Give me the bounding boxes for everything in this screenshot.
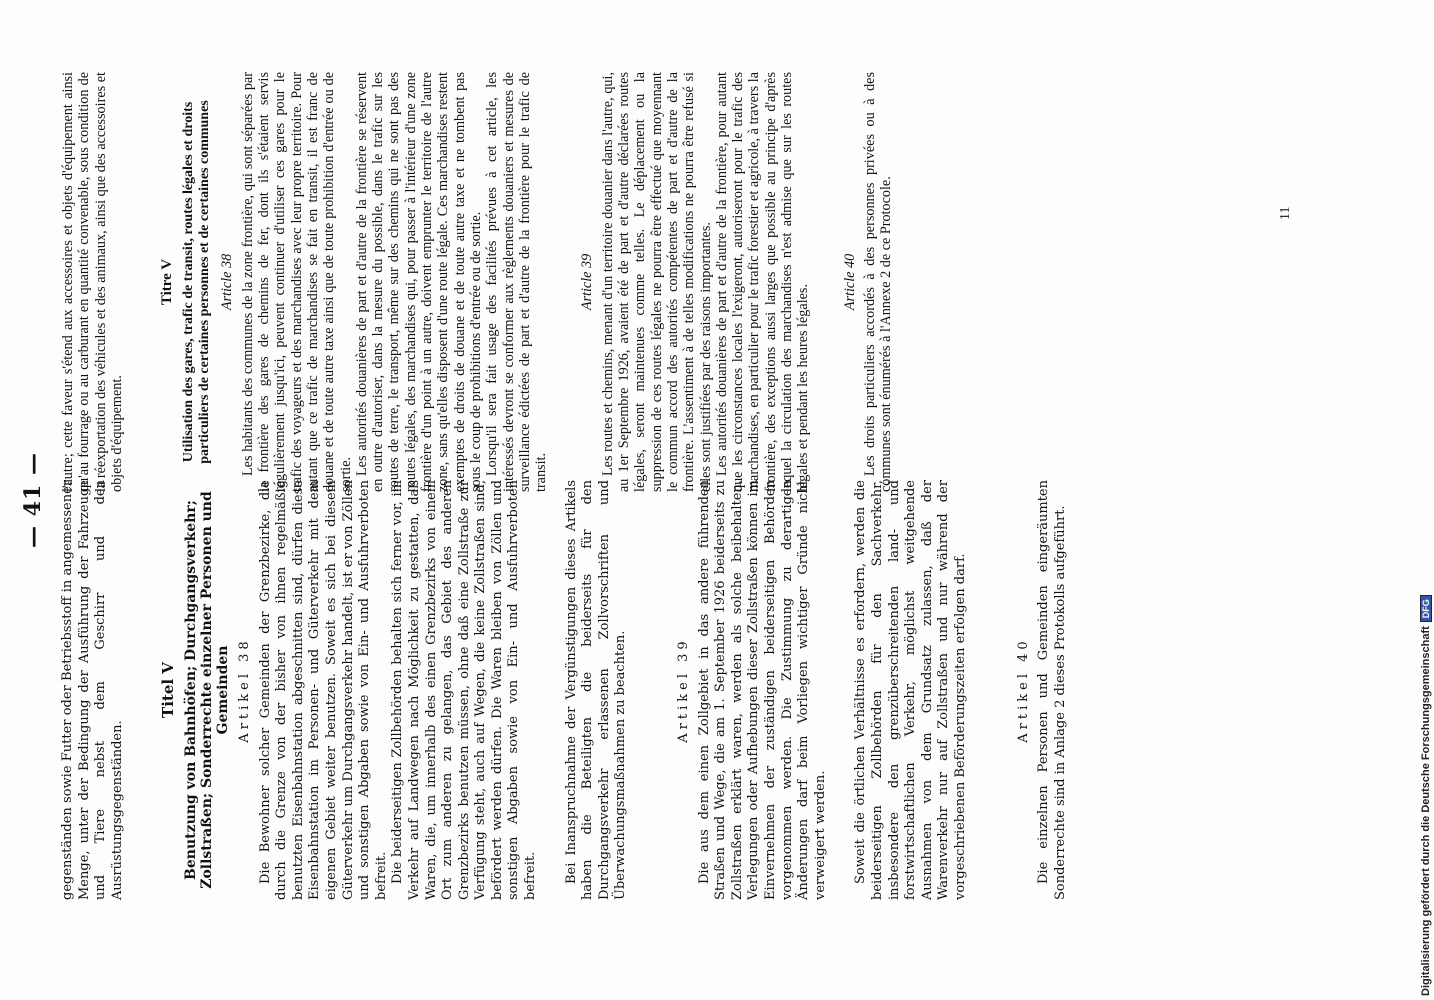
french-article-38: Article 38: [219, 253, 236, 311]
french-a38-p2: Les autorités douanières de part et d'autre de la frontière se réservent en outre d'autoriser, dans la mesure du possible, dans le trafic sur les routes de terre, le transport, même sur des chemins qui ne sont pas des routes légales, des marchandises qui, pour passer à l'intérieur d'une zone frontière d'un point à un autre, doivent emprunter le territoire de l'autre zone, sans qu'elles disposent d'une route légale. Ces marchandises restent exemptes de droits de douane et de toute autre taxe et ne tombent pas sous le coup de prohibitions d'entrée ou de sortie.: [353, 72, 484, 492]
german-a38-p3: Bei Inanspruchnahme der Vergünstigungen dieses Artikels haben die Beteiligten die beiderseits für den Durchgangsverkehr erlassenen Zollvorschriften und Überwachungsmaßnahmen zu beachten.: [563, 480, 629, 900]
french-column: [60, 72, 894, 492]
dfg-logo-icon: DFG: [1420, 595, 1432, 622]
french-intro: l'autre; cette faveur s'étend aux accessoires et objets d'équipement ainsi qu'au fourrage ou au carburant en quantité convenable, sous condition de la réexportation des véhicules et des animaux, ainsi que des accessoires et objets d'équipement.: [60, 72, 125, 492]
german-article-38: Artikel 38: [236, 637, 252, 743]
french-a39-p2: Les autorités douanières de part et d'autre de la frontière, pour autant que les circonstances locales l'exigeront, autoriseront pour le trafic des marchandises, en particulier pour le trafic forestier et agricole, à travers la frontière, des exceptions aussi larges que possible au principe d'après lequel la circulation des marchandises n'est admise que sur les routes légales et pendant les heures légales.: [713, 72, 812, 492]
page-number: — 41 —: [20, 452, 46, 548]
footer-number: 11: [1278, 206, 1293, 220]
french-a40-p1: Les droits particuliers accordés à des personnes privées ou à des communes sont énumérés à l'Annexe 2 de ce Protocole.: [861, 72, 895, 492]
german-a39-p1: Die aus dem einen Zollgebiet in das andere führenden Straßen und Wege, die am 1. September 1926 beiderseits zu Zollstraßen erklärt waren, werden als solche beibehalten. Verlegungen oder Aufhebungen dieser Zollstraßen können im Einvernehmen der zuständigen beiderseitigen Behörden vorgenommen werden. Die Zustimmung zu derartigen Änderungen darf beim Vorliegen wichtiger Gründe nicht verweigert werden.: [696, 480, 828, 900]
french-heading: Utilisation des gares, trafic de transit, routes légales et droits particuliers de certaines personnes et de certaines communes: [181, 100, 213, 464]
french-title: Titre V: [159, 258, 176, 306]
french-a38-p1: Les habitants des communes de la zone frontière, qui sont séparées par la frontière des gares de chemins de fer, dont ils s'étaient servis régulièrement jusqu'ici, peuvent continuer d'utiliser ces gares pour le trafic des voyageurs et des marchandises avec leur propre territoire. Pour autant que ce trafic de marchandises se fait en transit, il est franc de douane et de toute autre taxe ainsi que de toute prohibition d'entrée ou de sortie.: [239, 72, 354, 492]
german-a38-p2: Die beiderseitigen Zollbehörden behalten sich ferner vor, im Verkehr auf Landwegen nach Möglichkeit zu gestatten, daß Waren, die, um innerhalb des einen Grenzbezirks von einem Ort zum anderen zu gelangen, das Gebiet des anderen Grenzbezirks benutzen müssen, ohne daß eine Zollstraße zur Verfügung steht, auch auf Wegen, die keine Zollstraßen sind, befördert werden dürfen. Die Waren bleiben von Zöllen und sonstigen Abgaben sowie von Ein- und Ausfuhrverboten befreit.: [390, 480, 539, 900]
german-article-39: Artikel 39: [676, 637, 692, 743]
french-a39-p1: Les routes et chemins, menant d'un territoire douanier dans l'autre, qui, au 1er Septembre 1926, avaient été de part et d'autre déclarées routes légales, seront maintenues comme telles. Le déplacement ou la suppression de ces routes légales ne pourra être effectué que moyennant le commun accord des autorités compétentes de part et d'autre de la frontière. L'assentiment à de telles modifications ne pourra être refusé si elles sont justifiées par des raisons importantes.: [599, 72, 714, 492]
german-heading: Benutzung von Bahnhöfen; Durchgangsverkehr; Zollstraßen; Sonderrechte einzelner Personen und Gemeinden: [182, 491, 231, 889]
german-a40-p1: Die einzelnen Personen und Gemeinden eingeräumten Sonderrechte sind in Anlage 2 dieses Protokolls aufgeführt.: [1036, 480, 1068, 900]
french-article-40: Article 40: [841, 253, 858, 311]
german-a38-p1: Die Bewohner solcher Gemeinden der Grenzbezirke, die durch die Grenze von der bisher von ihnen regelmäßig benutzten Eisenbahnstation abgeschnitten sind, dürfen diese Eisenbahnstation im Personen- und Güterverkehr mit dem eigenen Gebiet weiter benutzen. Soweit es sich bei diesem Güterverkehr um Durchgangsverkehr handelt, ist er von Zöllen und sonstigen Abgaben sowie von Ein- und Ausfuhrverboten befreit.: [257, 480, 389, 900]
german-title: Titel V: [159, 662, 178, 718]
digitization-text: Digitalisierung gefördert durch die Deutsche Forschungsgemeinschaft: [1420, 626, 1432, 996]
german-a39-p2: Soweit die örtlichen Verhältnisse es erfordern, werden die beiderseitigen Zollbehörden für den Sachverkehr, insbesondere den grenzüberschreitenden land- und forstwirtschaftlichen Verkehr, möglichst weitgehende Ausnahmen von dem Grundsatz zulassen, daß der Warenverkehr nur auf Zollstraßen und nur während der vorgeschriebenen Beförderungszeiten erfolgen darf.: [853, 480, 968, 900]
german-article-40: Artikel 40: [1015, 637, 1031, 743]
german-intro: gegenständen sowie Futter oder Betriebsstoff in angemessener Menge, unter der Bedingung der Ausführung der Fahrzeuge und Tiere nebst dem Geschirr und den Ausrüstungsgegenständen.: [60, 480, 125, 900]
digitization-note: [1418, 0, 1434, 1000]
french-article-39: Article 39: [579, 253, 596, 311]
french-a38-p3: Lorsqu'il sera fait usage des facilités prévues à cet article, les intéressés devront se conformer aux règlements douaniers et mesures de surveillance édictées de part et d'autre de la frontière pour le trafic de transit.: [484, 72, 550, 492]
german-column: [60, 480, 1069, 900]
